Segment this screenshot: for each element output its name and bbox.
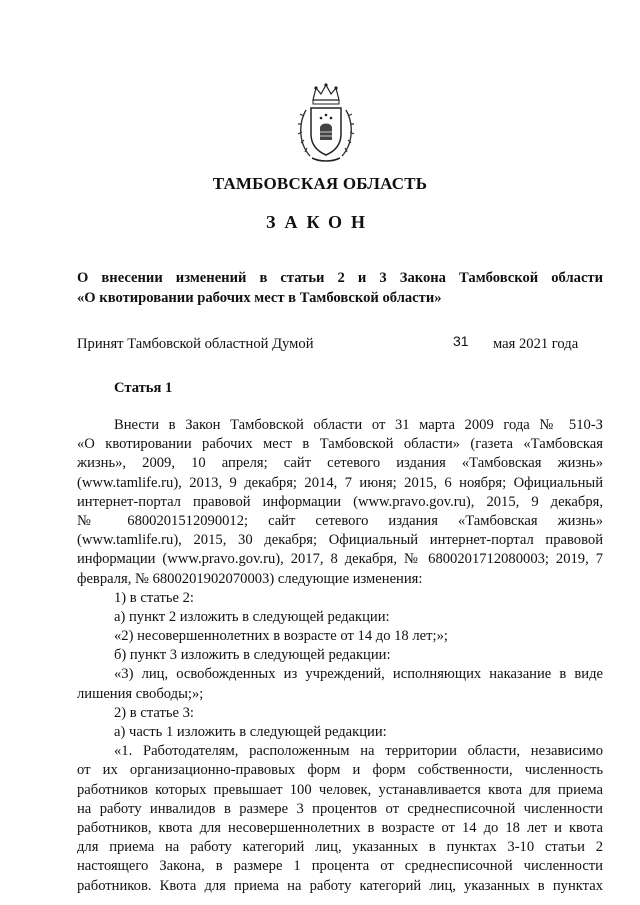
article-heading: Статья 1 xyxy=(114,380,173,396)
body-line: лишения свободы;»; xyxy=(77,685,204,702)
body-line: от их организационно-правовых форм и форм собственности, численность xyxy=(77,762,603,779)
adoption-day: 31 xyxy=(453,333,469,349)
body-line: работников, квота для несовершеннолетних в возрасте от 14 до 18 лет и квота xyxy=(77,819,603,836)
body-line: 2) в статье 3: xyxy=(114,704,194,721)
body-line: (www.tamlife.ru), 2015, 30 декабря; Официальный интернет-портал правовой xyxy=(77,532,603,549)
body-line: а) часть 1 изложить в следующей редакции: xyxy=(114,724,387,740)
article-body xyxy=(77,416,603,896)
body-line: «О квотировании рабочих мест в Тамбовской области» (газета «Тамбовская xyxy=(77,436,603,453)
body-line: настоящего Закона, в размере 1 процента от среднесписочной численности xyxy=(77,858,603,875)
adoption-statement: Принят Тамбовской областной Думой xyxy=(77,336,314,352)
body-line: информации (www.pravo.gov.ru), 2017, 8 декабря, № 6800201712080003; 2019, 7 xyxy=(77,551,603,568)
body-line: б) пункт 3 изложить в следующей редакции: xyxy=(114,647,391,664)
body-line: жизнь», 2009, 10 апреля; сайт сетевого издания «Тамбовская жизнь» xyxy=(77,455,603,472)
body-line: «1. Работодателям, расположенным на территории области, независимо xyxy=(114,743,603,760)
document-type-heading: ЗАКОН xyxy=(265,212,375,232)
law-title xyxy=(77,268,603,308)
body-line: февраля, № 6800201902070003) следующие изменения: xyxy=(77,570,423,587)
body-line: 1) в статье 2: xyxy=(114,589,194,606)
coat-of-arms-icon xyxy=(296,82,356,164)
body-line: а) пункт 2 изложить в следующей редакции: xyxy=(114,608,390,625)
law-title-line: О внесении изменений в статьи 2 и 3 Закона Тамбовской области xyxy=(77,270,603,286)
body-line: работников. Квота для приема на работу категорий лиц, указанных в пунктах xyxy=(77,877,603,894)
body-line: «2) несовершеннолетних в возрасте от 14 до 18 лет;»; xyxy=(114,628,448,645)
body-line: интернет-портал правовой информации (www.pravo.gov.ru), 2015, 9 декабря, xyxy=(77,493,603,510)
region-heading: ТАМБОВСКАЯ ОБЛАСТЬ xyxy=(212,174,428,193)
body-line: для приема на работу категорий лиц, указанных в пунктах 3-10 статьи 2 xyxy=(77,839,603,856)
body-line: «3) лиц, освобожденных из учреждений, исполняющих наказание в виде xyxy=(114,666,603,683)
body-line: Внести в Закон Тамбовской области от 31 марта 2009 года № 510-З xyxy=(114,417,603,433)
body-line: на работу инвалидов в размере 3 процентов от среднесписочной численности xyxy=(77,800,603,817)
law-title-line: «О квотировании рабочих мест в Тамбовской области» xyxy=(77,290,442,306)
body-line: работников которых превышает 100 человек, устанавливается квота для приема xyxy=(77,781,603,798)
body-line: № 6800201512090012; сайт сетевого издания «Тамбовская жизнь» xyxy=(77,512,603,529)
body-line: (www.tamlife.ru), 2013, 9 декабря; 2014, 7 июня; 2015, 6 ноября; Официальный xyxy=(77,474,603,491)
adoption-month-year: мая 2021 года xyxy=(493,336,579,352)
